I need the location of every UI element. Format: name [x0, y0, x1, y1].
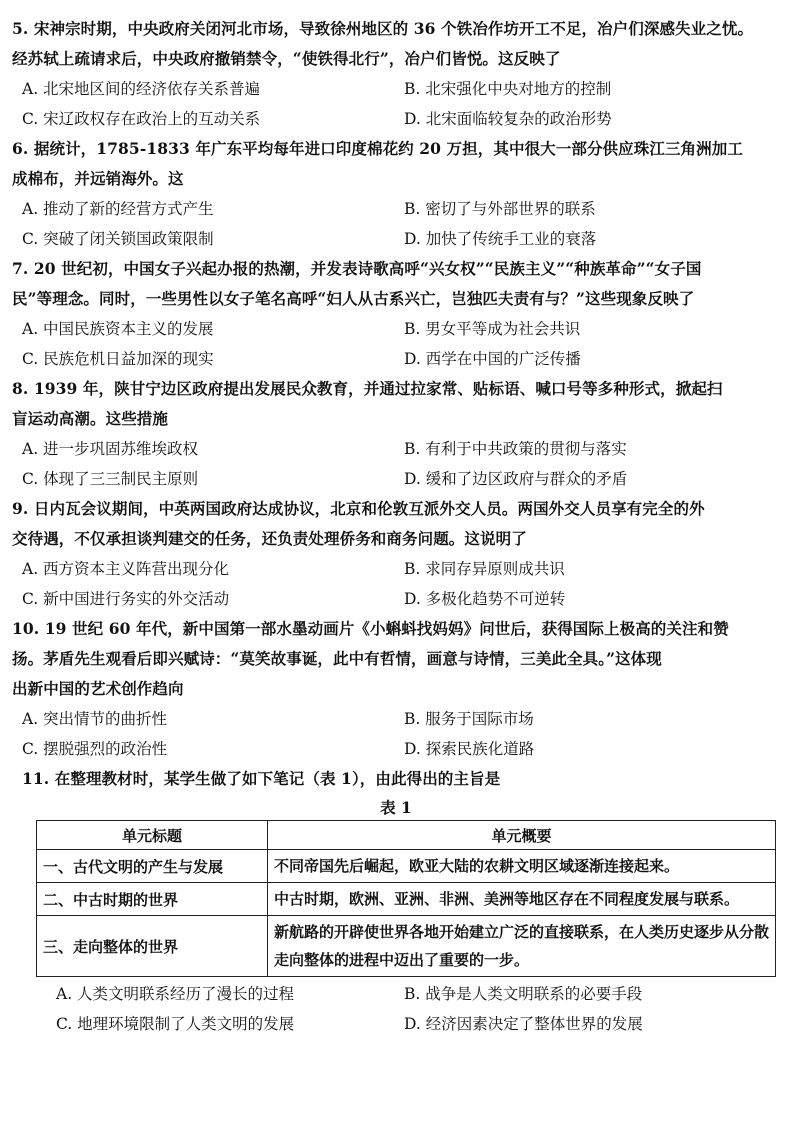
table-row — [37, 916, 776, 977]
option-d[interactable]: D. 缓和了边区政府与群众的矛盾 — [404, 470, 628, 488]
options-row — [12, 584, 780, 614]
question-stem-line: 经苏轼上疏请求后，中央政府撤销禁令，“使铁得北行”，冶户们皆悦。这反映了 — [12, 49, 561, 68]
option-b[interactable]: B. 战争是人类文明联系的必要手段 — [404, 985, 643, 1003]
options-row — [12, 434, 780, 464]
question-stem-line: 交待遇，不仅承担谈判建交的任务，还负责处理侨务和商务问题。这说明了 — [12, 529, 527, 548]
option-b[interactable]: B. 服务于国际市场 — [404, 710, 534, 728]
option-d[interactable]: D. 探索民族化道路 — [404, 740, 535, 758]
table-row — [37, 850, 776, 883]
question-stem-line: 7. 20 世纪初，中国女子兴起办报的热潮，并发表诗歌高呼“兴女权”“民族主义”“种族革命”“女子国 — [12, 259, 702, 278]
question-stem-line: 成棉布，并远销海外。这 — [12, 169, 184, 188]
table-title: 表 1 — [380, 798, 412, 817]
table-cell-unit-title: 三、走向整体的世界 — [37, 916, 268, 977]
option-a[interactable]: A. 中国民族资本主义的发展 — [22, 320, 214, 338]
table-cell-unit-title: 二、中古时期的世界 — [37, 883, 268, 916]
options-row — [12, 194, 780, 224]
question-10 — [12, 614, 780, 764]
options-row — [12, 104, 780, 134]
option-d[interactable]: D. 加快了传统手工业的衰落 — [404, 230, 597, 248]
question-stem-line: 5. 宋神宗时期，中央政府关闭河北市场，导致徐州地区的 36 个铁冶作坊开工不足，冶户们深感失业之忧。 — [12, 19, 754, 38]
question-stem-line: 盲运动高潮。这些措施 — [12, 409, 169, 428]
option-d[interactable]: D. 多极化趋势不可逆转 — [404, 590, 566, 608]
option-c[interactable]: C. 民族危机日益加深的现实 — [22, 350, 214, 368]
option-a[interactable]: A. 突出情节的曲折性 — [22, 710, 168, 728]
options-row — [12, 1009, 780, 1039]
question-stem-line: 10. 19 世纪 60 年代，新中国第一部水墨动画片《小蝌蚪找妈妈》问世后，获得国际上极高的关注和赞 — [12, 619, 729, 638]
options-row — [12, 554, 780, 584]
option-b[interactable]: B. 北宋强化中央对地方的控制 — [404, 80, 612, 98]
table-cell-unit-title: 一、古代文明的产生与发展 — [37, 850, 268, 883]
options-row — [12, 734, 780, 764]
option-a[interactable]: A. 推动了新的经营方式产生 — [22, 200, 214, 218]
question-stem-line: 民”等理念。同时，一些男性以女子笔名高呼“妇人从古系兴亡，岂独匹夫责有与？”这些现象反映了 — [12, 289, 695, 308]
question-9 — [12, 494, 780, 614]
table-cell-unit-summary: 不同帝国先后崛起，欧亚大陆的农耕文明区域逐渐连接起来。 — [268, 850, 776, 883]
question-stem-line: 扬。茅盾先生观看后即兴赋诗：“莫笑故事诞，此中有哲情，画意与诗情，三美此全具。”这体现 — [12, 649, 662, 668]
option-d[interactable]: D. 经济因素决定了整体世界的发展 — [404, 1015, 643, 1033]
table-row — [37, 883, 776, 916]
question-stem-line: 出新中国的艺术创作趋向 — [12, 679, 184, 698]
options-row — [12, 979, 780, 1009]
question-8 — [12, 374, 780, 494]
option-c[interactable]: C. 地理环境限制了人类文明的发展 — [56, 1015, 295, 1033]
option-c[interactable]: C. 体现了三三制民主原则 — [22, 470, 199, 488]
option-a[interactable]: A. 进一步巩固苏维埃政权 — [22, 440, 199, 458]
option-d[interactable]: D. 西学在中国的广泛传播 — [404, 350, 581, 368]
question-stem-line: 8. 1939 年，陕甘宁边区政府提出发展民众教育，并通过拉家常、贴标语、喊口号等多种形式，掀起扫 — [12, 379, 723, 398]
option-c[interactable]: C. 摆脱强烈的政治性 — [22, 740, 168, 758]
option-b[interactable]: B. 密切了与外部世界的联系 — [404, 200, 596, 218]
question-stem-line: 6. 据统计，1785-1833 年广东平均每年进口印度棉花约 20 万担，其中很大一部分供应珠江三角洲加工 — [12, 139, 743, 158]
question-7 — [12, 254, 780, 374]
question-5 — [12, 14, 780, 134]
options-row — [12, 224, 780, 254]
option-c[interactable]: C. 新中国进行务实的外交活动 — [22, 590, 230, 608]
question-11 — [12, 764, 780, 1039]
table-header-cell: 单元标题 — [37, 821, 268, 850]
option-c[interactable]: C. 宋辽政权存在政治上的互动关系 — [22, 110, 261, 128]
options-row — [12, 704, 780, 734]
option-b[interactable]: B. 求同存异原则成共识 — [404, 560, 565, 578]
options-row — [12, 344, 780, 374]
option-a[interactable]: A. 西方资本主义阵营出现分化 — [22, 560, 230, 578]
question-6 — [12, 134, 780, 254]
options-row — [12, 74, 780, 104]
question-stem-line: 11. 在整理教材时，某学生做了如下笔记（表 1），由此得出的主旨是 — [22, 769, 501, 788]
notes-table — [36, 820, 776, 977]
options-row — [12, 464, 780, 494]
table-header-cell: 单元概要 — [268, 821, 776, 850]
options-row — [12, 314, 780, 344]
option-d[interactable]: D. 北宋面临较复杂的政治形势 — [404, 110, 612, 128]
option-a[interactable]: A. 人类文明联系经历了漫长的过程 — [56, 985, 295, 1003]
option-b[interactable]: B. 男女平等成为社会共识 — [404, 320, 581, 338]
option-a[interactable]: A. 北宋地区间的经济依存关系普遍 — [22, 80, 261, 98]
option-c[interactable]: C. 突破了闭关锁国政策限制 — [22, 230, 214, 248]
table-cell-unit-summary: 中古时期，欧洲、亚洲、非洲、美洲等地区存在不同程度发展与联系。 — [268, 883, 776, 916]
option-b[interactable]: B. 有利于中共政策的贯彻与落实 — [404, 440, 627, 458]
table-header-row — [37, 821, 776, 850]
table-cell-unit-summary: 新航路的开辟使世界各地开始建立广泛的直接联系，在人类历史逐步从分散走向整体的进程中迈出了重要的一步。 — [268, 916, 776, 977]
question-stem-line: 9. 日内瓦会议期间，中英两国政府达成协议，北京和伦敦互派外交人员。两国外交人员享有完全的外 — [12, 499, 705, 518]
